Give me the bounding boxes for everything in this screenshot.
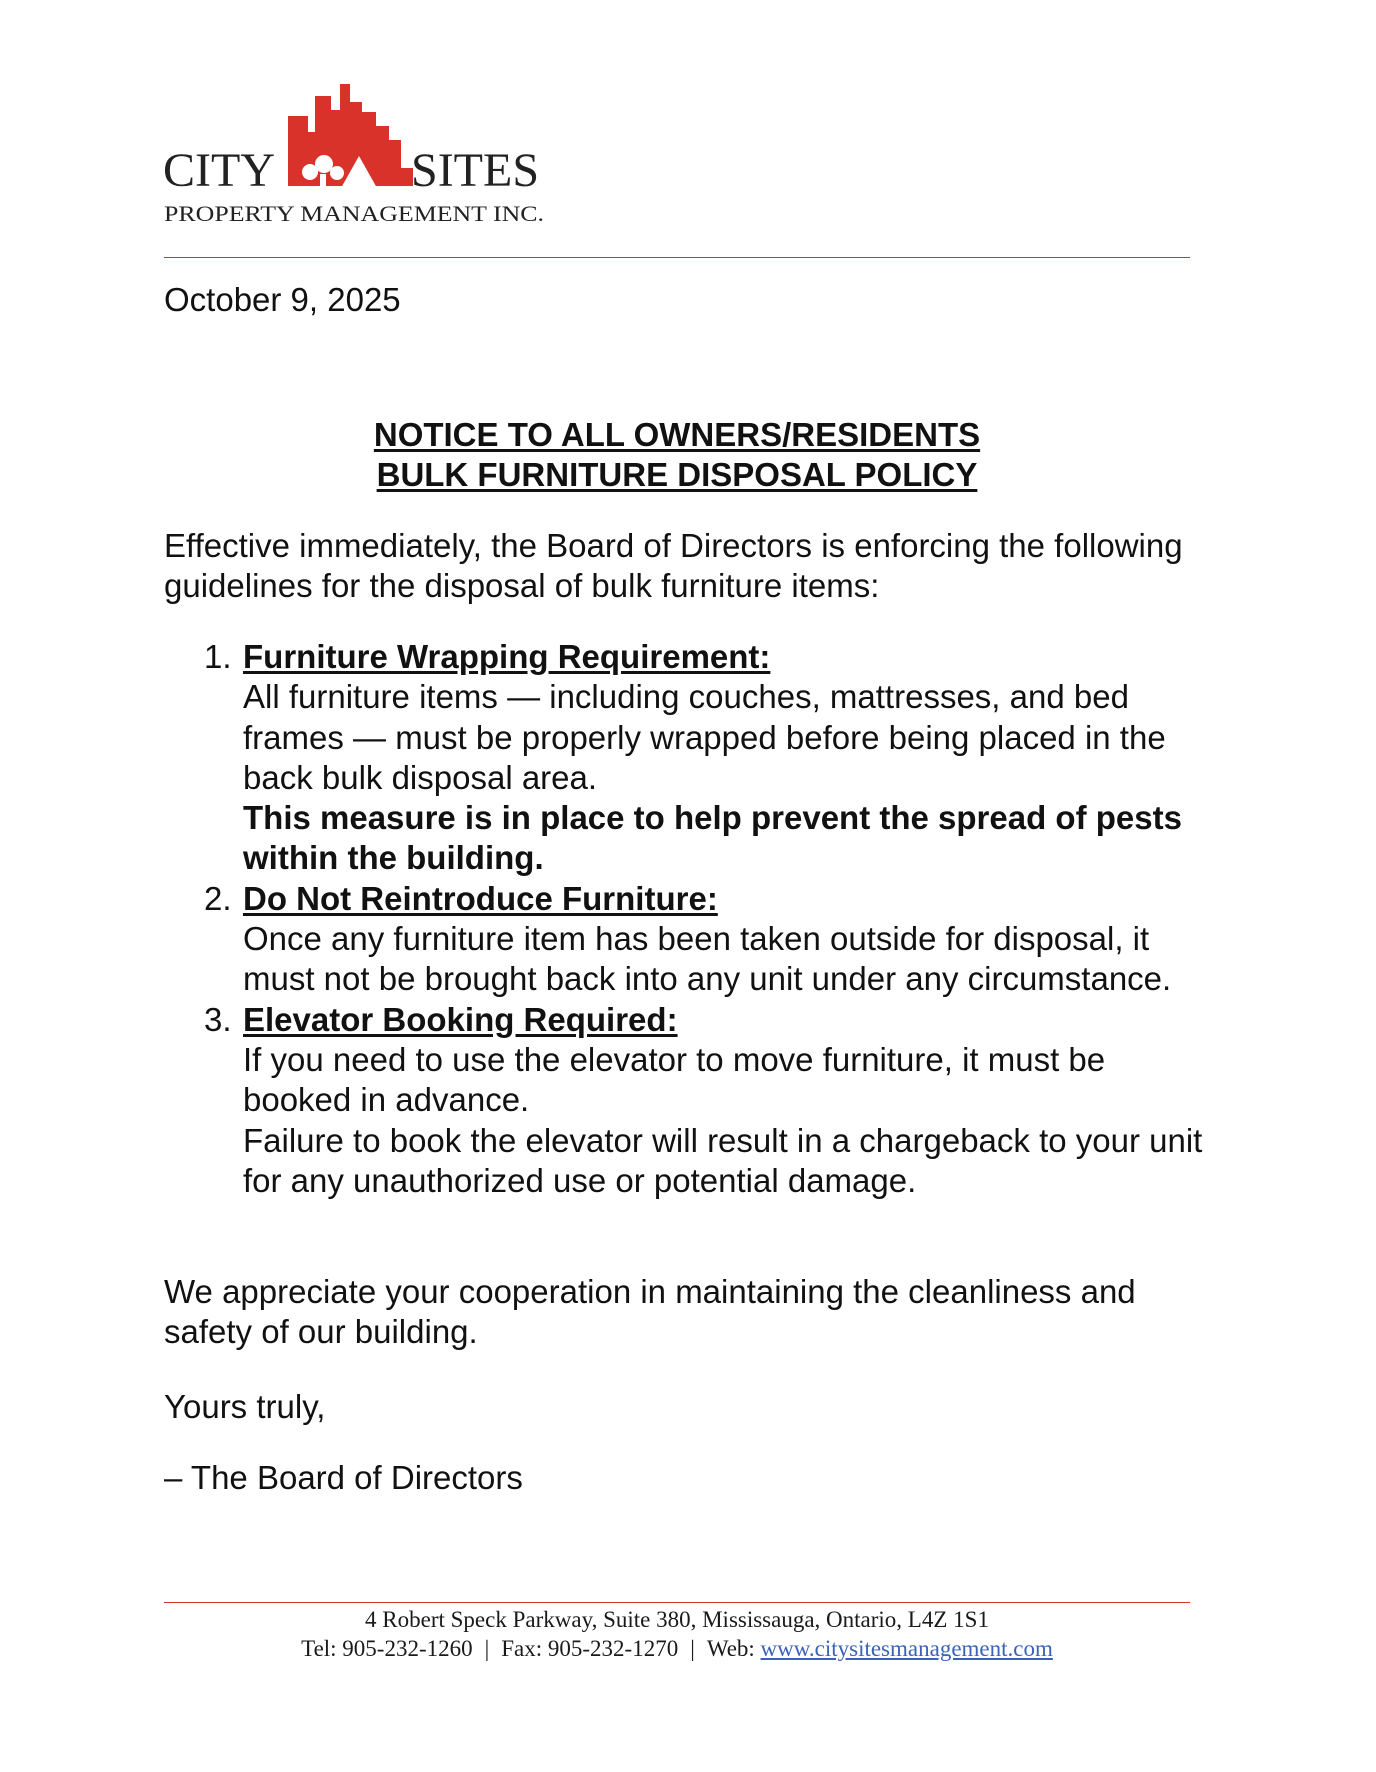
- notice-title-line2: BULK FURNITURE DISPOSAL POLICY: [376, 456, 978, 493]
- logo-subtitle: PROPERTY MANAGEMENT INC.: [164, 201, 544, 226]
- letter-date: October 9, 2025: [164, 281, 401, 318]
- footer-tel: Tel: 905-232-1260: [301, 1636, 473, 1661]
- list-item-heading: Furniture Wrapping Requirement:: [243, 638, 771, 675]
- footer-address: 4 Robert Speck Parkway, Suite 380, Mississauga, Ontario, L4Z 1S1: [365, 1607, 989, 1632]
- list-item: [164, 637, 1214, 879]
- closing-paragraph: We appreciate your cooperation in maintaining the cleanliness and safety of our building.: [164, 1273, 1136, 1350]
- signoff: Yours truly,: [164, 1388, 326, 1425]
- list-item: [164, 1000, 1214, 1201]
- list-item-text: Once any furniture item has been taken outside for disposal, it must not be brought back into any unit under any circumstance.: [243, 920, 1172, 998]
- header-rule: [164, 257, 1190, 258]
- list-item-number: 1.: [204, 638, 232, 675]
- city-skyline-logo-icon: [163, 80, 563, 230]
- list-item-number: 3.: [204, 1000, 232, 1038]
- list-item: [164, 879, 1214, 1000]
- list-item-heading: Do Not Reintroduce Furniture:: [243, 879, 718, 917]
- logo-word-right: SITES: [411, 144, 540, 197]
- list-item-text-2: Failure to book the elevator will result in a chargeback to your unit for any unauthorized use or potential damage.: [243, 1121, 1203, 1199]
- list-item-note: This measure is in place to help prevent the spread of pests within the building.: [243, 799, 1182, 877]
- logo-word-left: CITY: [163, 144, 275, 197]
- footer-separator: |: [484, 1636, 490, 1661]
- notice-title-line1: NOTICE TO ALL OWNERS/RESIDENTS: [373, 416, 981, 453]
- footer-contact: [164, 1634, 1190, 1663]
- company-logo: [163, 80, 563, 230]
- signature: – The Board of Directors: [164, 1459, 523, 1496]
- list-item-text: If you need to use the elevator to move furniture, it must be booked in advance.: [243, 1040, 1106, 1119]
- footer-web-label: Web:: [706, 1636, 755, 1661]
- intro-paragraph: Effective immediately, the Board of Directors is enforcing the following guidelines for the disposal of bulk furniture items:: [164, 527, 1183, 604]
- list-item-text: All furniture items — including couches, mattresses, and bed frames — must be properly wrapped before being placed in the back bulk disposal area.: [243, 678, 1166, 796]
- notice-title: [164, 415, 1190, 495]
- footer: [164, 1605, 1190, 1663]
- list-item-number: 2.: [204, 879, 232, 917]
- list-item-heading: Elevator Booking Required:: [243, 1000, 678, 1038]
- footer-rule: [164, 1602, 1190, 1603]
- guidelines-list: [164, 637, 1214, 1201]
- footer-fax: Fax: 905-232-1270: [501, 1636, 679, 1661]
- footer-separator: |: [690, 1636, 695, 1661]
- footer-web-link[interactable]: www.citysitesmanagement.com: [760, 1636, 1053, 1661]
